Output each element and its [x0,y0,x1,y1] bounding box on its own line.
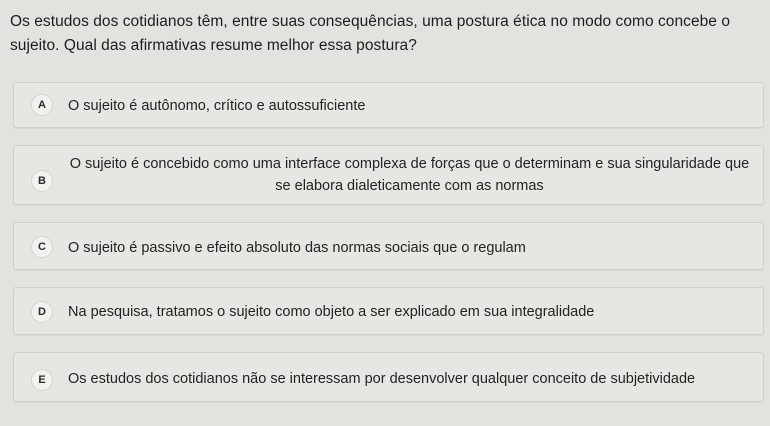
option-letter-badge: C [31,236,53,258]
question-text: Os estudos dos cotidianos têm, entre suas consequências, uma postura ética no modo como concebe o sujeito. Qual das afirmativas resume melhor essa postura? [10,13,730,54]
option-text: Na pesquisa, tratamos o sujeito como objeto a ser explicado em sua integralidade [68,304,595,320]
option-letter-badge: A [31,94,53,116]
option-text: O sujeito é passivo e efeito absoluto das normas sociais que o regulam [68,240,526,256]
answer-option-e[interactable] [13,352,764,402]
answer-option-d[interactable] [13,287,764,335]
answer-option-a[interactable] [13,82,764,128]
option-letter-badge: D [31,301,53,323]
answer-option-b[interactable] [13,145,764,205]
option-text: Os estudos dos cotidianos não se interessam por desenvolver qualquer conceito de subjetividade [68,371,696,387]
option-letter-badge: B [31,170,53,192]
answer-option-c[interactable] [13,222,764,270]
option-letter-badge: E [31,369,53,391]
option-text: O sujeito é concebido como uma interface complexa de forças que o determinam e sua singularidade que se elabora dialeticamente com as normas [69,156,750,194]
option-text: O sujeito é autônomo, crítico e autossuficiente [68,98,366,114]
